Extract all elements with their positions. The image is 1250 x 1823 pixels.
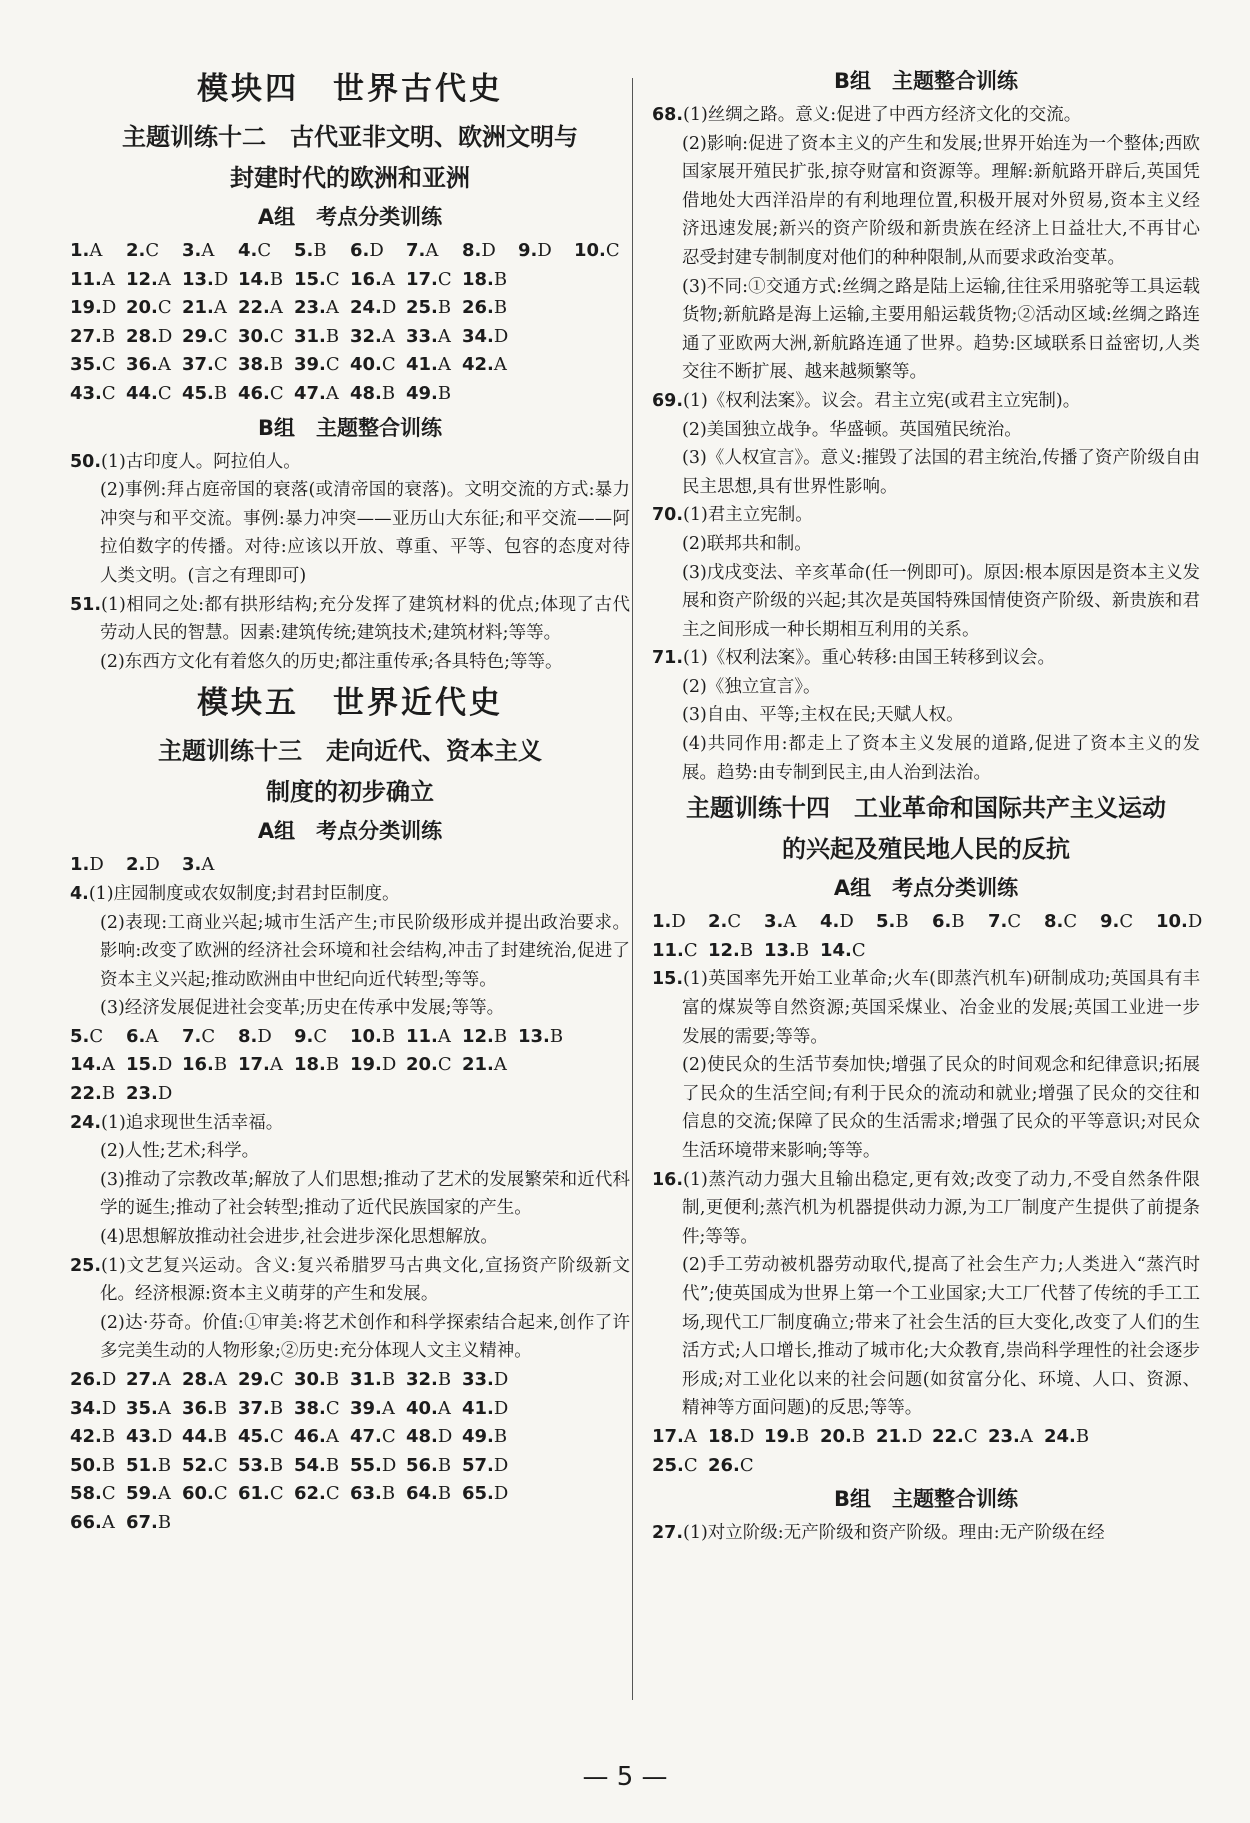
choice-answer: 37.C — [182, 354, 228, 376]
question-answer — [70, 1109, 630, 1138]
choice-answer: 30.B — [294, 1369, 340, 1390]
question-number: 24. — [70, 1112, 102, 1133]
choice-answer-row — [652, 1423, 1200, 1452]
sub-answer: (3)不同:①交通方式:丝绸之路是陆上运输,往往采用骆驼等工具运载货物;新航路是海上运输,主要用船运载货物;②活动区域:丝绸之路连通了亚欧两大洲,新航路连通了世界。趋势:区域联系日益密切,人类交往不断扩展、越来越频繁等。 — [682, 276, 1200, 383]
choice-answer: 32.A — [350, 325, 395, 347]
group-heading: A组 考点分类训练 — [257, 205, 443, 229]
choice-answer: 13.D — [182, 268, 229, 290]
question-number: 68. — [652, 105, 684, 125]
sub-answer: (3)《人权宣言》。意义:摧毁了法国的君主统治,传播了资产阶级自由民主思想,具有世界性影响。 — [682, 448, 1200, 497]
choice-answer: 20.C — [406, 1054, 452, 1076]
choice-answer: 29.C — [238, 1369, 284, 1390]
sub-answer: (2)使民众的生活节奏加快;增强了民众的时间观念和纪律意识;拓展了民众的生活空间;有利于民众的流动和就业;增强了民众的交往和信息的交流;保障了民众的生活需求;增强了民众的平等意识;对民众生活环境带来影响;等等。 — [682, 1055, 1200, 1161]
choice-answer: 44.C — [126, 382, 172, 404]
choice-answer: 1.D — [652, 911, 686, 933]
choice-answer: 17.A — [652, 1425, 697, 1447]
question-number: 70. — [652, 505, 684, 526]
choice-answer: 38.B — [238, 354, 284, 376]
choice-answer: 22.C — [932, 1425, 978, 1447]
choice-answer: 31.B — [350, 1369, 396, 1390]
choice-answer: 14.A — [70, 1054, 115, 1076]
choice-answer: 59.A — [126, 1483, 171, 1505]
choice-answer: 51.B — [126, 1454, 172, 1476]
question-answer — [70, 1252, 630, 1309]
choice-answer: 39.A — [350, 1397, 395, 1419]
choice-answer: 60.C — [182, 1483, 228, 1505]
sub-answer: (4)思想解放推动社会进步,社会进步深化思想解放。 — [100, 1227, 498, 1248]
answer-text: (1)丝绸之路。意义:促进了中西方经济文化的交流。 — [683, 105, 1082, 125]
choice-answer: 45.B — [182, 382, 228, 404]
choice-answer: 15.C — [294, 268, 340, 290]
choice-answer: 8.C — [1044, 911, 1078, 933]
sub-answer: (3)戊戌变法、辛亥革命(任一例即可)。原因:根本原因是资本主义发展和资产阶级的兴起;其次是英国特殊国情使资产阶级、新贵族和君主之间形成一种长期相互利用的关系。 — [682, 562, 1200, 640]
choice-answer: 14.C — [820, 939, 866, 961]
question-number: 50. — [70, 451, 102, 472]
topic-title: 主题训练十三 走向近代、资本主义 — [158, 736, 542, 766]
choice-answer: 33.D — [462, 1369, 509, 1390]
choice-answer: 4.C — [238, 240, 272, 261]
topic-title: 主题训练十四 工业革命和国际共产主义运动 — [686, 793, 1166, 823]
sub-answer: (2)东西方文化有着悠久的历史;都注重传承;各具特色;等等。 — [100, 651, 563, 672]
choice-answer: 20.B — [820, 1425, 866, 1447]
answer-text: (1)对立阶级:无产阶级和资产阶级。理由:无产阶级在经 — [683, 1523, 1105, 1544]
question-number: 27. — [652, 1523, 684, 1544]
topic-title: 封建时代的欧洲和亚洲 — [230, 163, 470, 192]
right-column — [652, 62, 1203, 1548]
choice-answer: 16.A — [350, 268, 395, 290]
choice-answer: 54.B — [294, 1454, 340, 1476]
topic-title: 制度的初步确立 — [266, 777, 434, 807]
answer-text: (1)英国率先开始工业革命;火车(即蒸汽机车)研制成功;英国具有丰富的煤炭等自然资源;英国采煤业、冶金业的发展;英国工业进一步发展的需要;等等。 — [682, 969, 1200, 1047]
choice-answer: 1.D — [70, 854, 104, 876]
choice-answer: 22.B — [70, 1083, 116, 1105]
choice-answer-row — [70, 266, 630, 295]
choice-answer: 2.C — [126, 240, 160, 261]
choice-answer: 40.A — [406, 1397, 451, 1419]
question-answer — [70, 591, 630, 648]
choice-answer: 43.D — [126, 1426, 173, 1448]
choice-answer: 33.A — [406, 325, 451, 347]
sub-answer: (2)人性;艺术;科学。 — [100, 1141, 260, 1162]
choice-answer-row — [70, 380, 630, 409]
choice-answer: 35.A — [126, 1397, 171, 1419]
choice-answer: 21.D — [876, 1425, 923, 1447]
choice-answer: 41.A — [406, 354, 451, 376]
choice-answer: 12.B — [462, 1025, 508, 1047]
choice-answer: 27.A — [126, 1369, 171, 1390]
choice-answer: 35.C — [70, 354, 116, 376]
answer-text: (1)蒸汽动力强大且输出稳定,更有效;改变了动力,不受自然条件限制,更便利;蒸汽机为机器提供动力源,为工厂制度产生提供了前提条件;等等。 — [682, 1169, 1200, 1247]
choice-answer: 34.D — [462, 325, 509, 347]
choice-answer: 5.C — [70, 1025, 104, 1047]
choice-answer: 14.B — [238, 268, 284, 290]
choice-answer: 25.B — [406, 297, 452, 319]
choice-answer-row — [70, 1452, 630, 1481]
choice-answer: 31.B — [294, 325, 340, 347]
choice-answer: 9.C — [1100, 911, 1134, 933]
choice-answer-row — [70, 294, 630, 323]
choice-answer: 57.D — [462, 1454, 509, 1476]
choice-answer: 13.B — [518, 1025, 564, 1047]
choice-answer: 48.D — [406, 1426, 453, 1448]
choice-answer: 25.C — [652, 1454, 698, 1476]
choice-answer: 44.B — [182, 1426, 228, 1448]
choice-answer: 45.C — [238, 1426, 284, 1448]
choice-answer: 26.C — [708, 1454, 754, 1476]
choice-answer: 26.D — [70, 1369, 117, 1390]
choice-answer: 23.A — [294, 297, 339, 319]
choice-answer: 11.C — [652, 939, 698, 961]
choice-answer-row — [70, 1023, 630, 1052]
choice-answer: 3.A — [182, 240, 215, 261]
choice-answer: 63.B — [350, 1483, 396, 1505]
answer-text: (1)君主立宪制。 — [683, 505, 813, 526]
sub-answer: (2)《独立宣言》。 — [682, 676, 821, 697]
question-number: 15. — [652, 969, 684, 990]
module-title: 模块四 世界古代史 — [197, 71, 503, 107]
choice-answer: 37.B — [238, 1397, 284, 1419]
answer-text: (1)古印度人。阿拉伯人。 — [101, 451, 301, 472]
choice-answer: 9.C — [294, 1025, 328, 1047]
group-heading: A组 考点分类训练 — [833, 876, 1019, 901]
choice-answer: 16.B — [182, 1054, 228, 1076]
choice-answer-row — [70, 1509, 630, 1538]
answer-text: (1)追求现世生活幸福。 — [101, 1112, 284, 1133]
sub-answer: (3)推动了宗教改革;解放了人们思想;推动了艺术的发展繁荣和近代科学的诞生;推动了社会转型;推动了近代民族国家的产生。 — [100, 1169, 630, 1219]
choice-answer-row — [70, 1366, 630, 1395]
choice-answer: 48.B — [350, 382, 396, 404]
choice-answer: 11.A — [406, 1025, 451, 1047]
choice-answer-row — [70, 1395, 630, 1424]
question-answer — [652, 1166, 1200, 1252]
choice-answer-row — [70, 851, 630, 880]
choice-answer-row — [652, 937, 1200, 966]
choice-answer: 47.C — [350, 1426, 396, 1448]
group-heading: B组 主题整合训练 — [833, 69, 1018, 93]
choice-answer: 20.C — [126, 297, 172, 319]
choice-answer: 36.B — [182, 1397, 228, 1419]
module-title: 模块五 世界近代史 — [197, 685, 503, 722]
question-answer — [70, 880, 630, 909]
answer-text: (1)庄园制度或农奴制度;封君封臣制度。 — [88, 883, 400, 904]
question-answer — [652, 501, 1200, 530]
choice-answer: 24.B — [1044, 1425, 1090, 1447]
choice-answer: 2.D — [126, 854, 160, 876]
choice-answer: 6.B — [932, 911, 965, 933]
choice-answer: 7.A — [406, 240, 439, 261]
choice-answer: 67.B — [126, 1511, 172, 1533]
choice-answer: 49.B — [406, 382, 452, 404]
question-answer — [652, 965, 1200, 1051]
sub-answer: (4)共同作用:都走上了资本主义发展的道路,促进了资本主义的发展。趋势:由专制到民主,由人治到法治。 — [682, 734, 1200, 783]
choice-answer: 39.C — [294, 354, 340, 376]
choice-answer: 4.D — [820, 911, 854, 933]
sub-answer: (2)事例:拜占庭帝国的衰落(或清帝国的衰落)。文明交流的方式:暴力冲突与和平交流。事例:暴力冲突——亚历山大东征;和平交流——阿拉伯数字的传播。对待:应该以开放、尊重、平等、包容的态度对待人类文明。(言之有理即可) — [100, 480, 630, 586]
choice-answer: 34.D — [70, 1397, 117, 1419]
choice-answer: 32.B — [406, 1369, 452, 1390]
choice-answer: 64.B — [406, 1483, 452, 1505]
choice-answer: 12.B — [708, 939, 754, 961]
choice-answer: 9.D — [518, 240, 552, 261]
choice-answer: 36.A — [126, 354, 171, 376]
answer-text: (1)《权利法案》。议会。君主立宪(或君主立宪制)。 — [683, 390, 1081, 411]
choice-answer: 18.B — [462, 268, 508, 290]
choice-answer-row — [70, 1480, 630, 1509]
answer-text: (1)《权利法案》。重心转移:由国王转移到议会。 — [683, 648, 1055, 669]
choice-answer-row — [70, 1423, 630, 1452]
question-number: 51. — [70, 594, 102, 615]
choice-answer: 6.D — [350, 240, 384, 261]
choice-answer: 47.A — [294, 382, 339, 404]
choice-answer: 43.C — [70, 382, 116, 404]
column-divider — [632, 78, 633, 1700]
group-heading: A组 考点分类训练 — [257, 819, 443, 844]
choice-answer: 30.C — [238, 325, 284, 347]
page-number: — 5 — — [582, 1762, 668, 1792]
sub-answer: (2)手工劳动被机器劳动取代,提高了社会生产力;人类进入“蒸汽时代”;使英国成为世界上第一个工业国家;大工厂代替了传统的手工工场,现代工厂制度确立;带来了社会生活的巨大变化,改变了人们的生活方式;人口增长,推动了城市化;大众教育,崇尚科学理性的社会逐步形成;对工业化以来的社会问题(如贫富分化、环境、人口、资源、精神等方面问题)的反思;等等。 — [682, 1255, 1200, 1419]
choice-answer: 18.D — [708, 1425, 755, 1447]
choice-answer: 62.C — [294, 1483, 340, 1505]
left-column — [70, 62, 630, 1538]
choice-answer: 10.C — [574, 240, 620, 261]
choice-answer: 19.D — [350, 1054, 397, 1076]
question-answer — [652, 644, 1200, 673]
sub-answer: (2)美国独立战争。华盛顿。英国殖民统治。 — [682, 419, 1022, 440]
choice-answer-row — [652, 1452, 1200, 1481]
choice-answer: 28.A — [182, 1369, 227, 1390]
choice-answer: 3.A — [764, 911, 797, 933]
choice-answer: 28.D — [126, 325, 173, 347]
choice-answer: 42.B — [70, 1426, 116, 1448]
choice-answer: 7.C — [988, 911, 1022, 933]
choice-answer: 27.B — [70, 325, 116, 347]
choice-answer: 46.C — [238, 382, 284, 404]
choice-answer: 2.C — [708, 911, 742, 933]
choice-answer: 58.C — [70, 1483, 116, 1505]
choice-answer: 15.D — [126, 1054, 173, 1076]
choice-answer: 23.D — [126, 1083, 173, 1105]
choice-answer: 41.D — [462, 1397, 509, 1419]
choice-answer: 50.B — [70, 1454, 116, 1476]
choice-answer: 21.A — [462, 1054, 507, 1076]
question-answer — [652, 101, 1200, 130]
choice-answer: 55.D — [350, 1454, 397, 1476]
group-heading: B组 主题整合训练 — [833, 1487, 1018, 1512]
sub-answer: (2)联邦共和制。 — [682, 533, 812, 554]
choice-answer: 23.A — [988, 1425, 1033, 1447]
choice-answer: 18.B — [294, 1054, 340, 1076]
sub-answer: (2)影响:促进了资本主义的产生和发展;世界开始连为一个整体;西欧国家展开殖民扩张,掠夺财富和资源等。理解:新航路开辟后,英国凭借地处大西洋沿岸的有利地理位置,积极开展对外贸易,资本主义经济迅速发展;新兴的资产阶级和新贵族在经济上日益壮大,不再甘心忍受封建专制制度对他们的种种限制,从而要求政治变革。 — [682, 133, 1200, 268]
choice-answer: 24.D — [350, 297, 397, 319]
choice-answer: 17.A — [238, 1054, 283, 1076]
topic-title: 的兴起及殖民地人民的反抗 — [782, 834, 1070, 864]
question-answer — [652, 387, 1200, 416]
choice-answer: 29.C — [182, 325, 228, 347]
choice-answer: 61.C — [238, 1483, 284, 1505]
question-number: 69. — [652, 390, 684, 411]
choice-answer: 8.D — [238, 1025, 272, 1047]
choice-answer: 56.B — [406, 1454, 452, 1476]
choice-answer: 21.A — [182, 297, 227, 319]
choice-answer: 5.B — [876, 911, 909, 933]
question-answer — [70, 448, 630, 477]
question-number: 16. — [652, 1169, 684, 1190]
choice-answer: 6.A — [126, 1025, 159, 1047]
group-heading: B组 主题整合训练 — [257, 415, 442, 440]
choice-answer: 8.D — [462, 240, 496, 261]
choice-answer: 12.A — [126, 268, 171, 290]
answer-text: (1)文艺复兴运动。含义:复兴希腊罗马古典文化,宣扬资产阶级新文化。经济根源:资本主义萌芽的产生和发展。 — [100, 1255, 630, 1305]
choice-answer-row — [70, 351, 630, 380]
choice-answer: 3.A — [182, 854, 215, 876]
choice-answer: 66.A — [70, 1511, 115, 1533]
choice-answer: 26.B — [462, 297, 508, 319]
question-answer — [652, 1519, 1200, 1548]
answer-text: (1)相同之处:都有拱形结构;充分发挥了建筑材料的优点;体现了古代劳动人民的智慧。因素:建筑传统;建筑技术;建筑材料;等等。 — [100, 594, 630, 644]
choice-answer: 17.C — [406, 268, 452, 290]
choice-answer: 49.B — [462, 1426, 508, 1448]
choice-answer: 7.C — [182, 1025, 216, 1047]
choice-answer: 19.B — [764, 1425, 810, 1447]
choice-answer: 38.C — [294, 1397, 340, 1419]
choice-answer: 40.C — [350, 354, 396, 376]
sub-answer: (3)自由、平等;主权在民;天赋人权。 — [682, 705, 964, 726]
choice-answer: 19.D — [70, 297, 117, 319]
sub-answer: (3)经济发展促进社会变革;历史在传承中发展;等等。 — [100, 998, 505, 1019]
choice-answer: 42.A — [462, 354, 507, 376]
choice-answer-row — [70, 1080, 630, 1109]
choice-answer: 52.C — [182, 1454, 228, 1476]
question-number: 71. — [652, 648, 684, 669]
choice-answer: 1.A — [70, 240, 103, 261]
choice-answer-row — [652, 908, 1203, 937]
choice-answer: 65.D — [462, 1483, 509, 1505]
question-number: 4. — [70, 883, 89, 904]
choice-answer-row — [70, 1051, 630, 1080]
question-number: 25. — [70, 1255, 102, 1276]
sub-answer: (2)表现:工商业兴起;城市生活产生;市民阶级形成并提出政治要求。影响:改变了欧洲的经济社会环境和社会结构,冲击了封建统治,促进了资本主义兴起;推动欧洲由中世纪向近代转型;等等。 — [100, 912, 630, 990]
sub-answer: (2)达·芬奇。价值:①审美:将艺术创作和科学探索结合起来,创作了许多完美生动的人物形象;②历史:充分体现人文主义精神。 — [100, 1312, 630, 1362]
choice-answer: 10.B — [350, 1025, 396, 1047]
choice-answer: 13.B — [764, 939, 810, 961]
choice-answer-row — [70, 323, 630, 352]
choice-answer: 11.A — [70, 268, 115, 290]
topic-title: 主题训练十二 古代亚非文明、欧洲文明与 — [122, 122, 578, 151]
choice-answer: 46.A — [294, 1426, 339, 1448]
choice-answer: 53.B — [238, 1454, 284, 1476]
choice-answer: 5.B — [294, 240, 327, 261]
choice-answer: 10.D — [1156, 911, 1203, 933]
choice-answer-row — [70, 237, 630, 266]
choice-answer: 22.A — [238, 297, 283, 319]
